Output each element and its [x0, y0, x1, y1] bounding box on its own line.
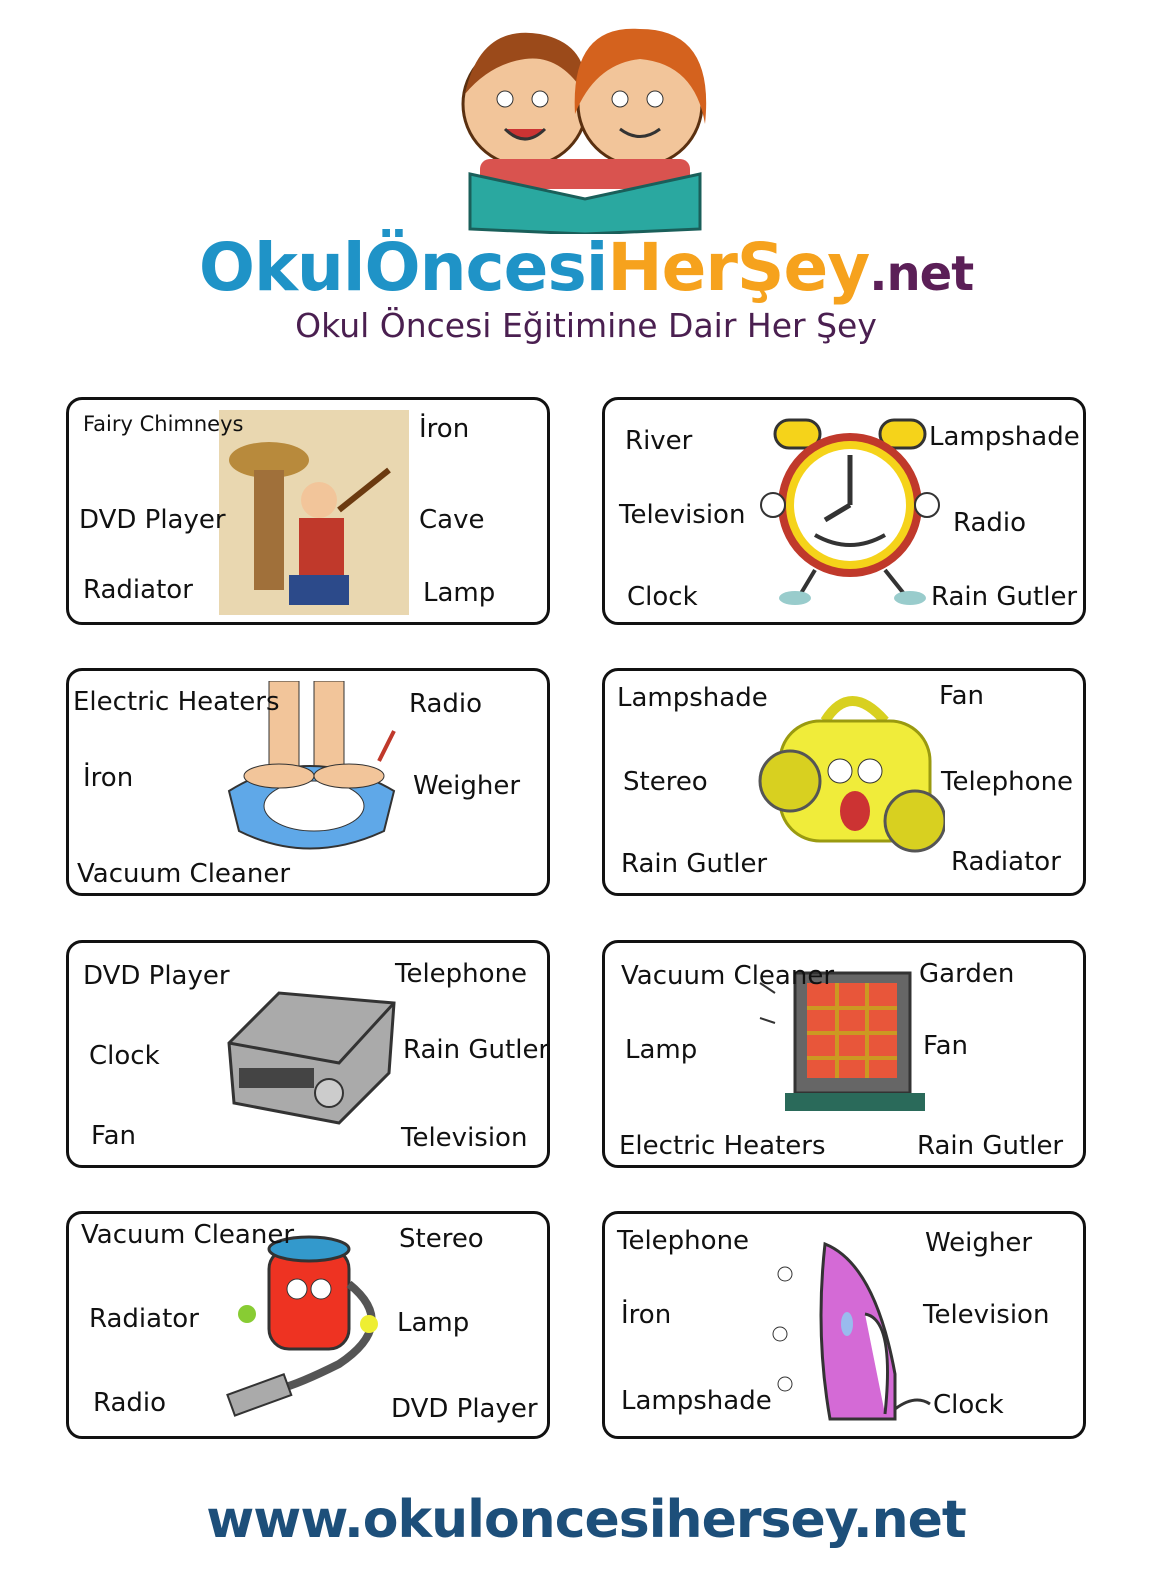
word-label: Radiator	[89, 1304, 199, 1334]
word-label: Garden	[919, 959, 1015, 989]
word-label: Electric Heaters	[619, 1131, 826, 1161]
word-label: Electric Heaters	[73, 687, 280, 717]
word-label: Radio	[953, 508, 1027, 538]
word-label: Clock	[89, 1041, 160, 1071]
word-label: İron	[419, 414, 470, 444]
word-label: Telephone	[941, 767, 1074, 797]
word-label: Radiator	[951, 847, 1061, 877]
word-card-7	[66, 1211, 550, 1439]
word-label: Cave	[419, 505, 485, 535]
word-label: Vacuum Cleaner	[77, 859, 291, 889]
word-label: Vacuum Cleaner	[621, 961, 835, 991]
word-label: Fan	[923, 1031, 968, 1061]
word-label: Weigher	[413, 771, 521, 801]
word-label: Radiator	[83, 575, 193, 605]
fairy-chimneys-picture	[219, 410, 409, 615]
dvd-player-picture	[219, 953, 409, 1158]
word-label: Lamp	[397, 1308, 470, 1338]
word-label: DVD Player	[391, 1394, 538, 1424]
word-label: Fairy Chimneys	[83, 412, 244, 436]
iron-picture	[755, 1224, 945, 1429]
word-label: River	[625, 426, 693, 456]
brand-part-okuloncesi: OkulÖncesi	[198, 229, 608, 306]
word-label: Stereo	[399, 1224, 484, 1254]
word-label: Radio	[93, 1388, 167, 1418]
word-label: Rain Gutler	[403, 1035, 550, 1065]
word-label: Weigher	[925, 1228, 1033, 1258]
word-label: Stereo	[623, 767, 708, 797]
word-card-6	[602, 940, 1086, 1168]
vacuum-cleaner-picture	[219, 1224, 409, 1429]
tagline: Okul Öncesi Eğitimine Dair Her Şey	[295, 306, 877, 345]
word-label: DVD Player	[79, 505, 226, 535]
clock-picture	[755, 410, 945, 615]
word-label: Rain Gutler	[931, 582, 1078, 612]
word-label: Lampshade	[929, 422, 1080, 452]
brand-logo-text	[0, 228, 1172, 314]
brand-part-hersey: HerŞey	[607, 229, 870, 306]
word-card-8	[602, 1211, 1086, 1439]
word-label: Clock	[627, 582, 698, 612]
word-label: İron	[621, 1300, 672, 1330]
word-label: Lamp	[423, 578, 496, 608]
word-label: Fan	[939, 681, 984, 711]
word-label: Lampshade	[617, 683, 768, 713]
logo-kids-reading-illustration	[440, 14, 730, 234]
brand-part-net: .net	[869, 246, 974, 302]
word-card-2	[602, 397, 1086, 625]
word-label: Lamp	[625, 1035, 698, 1065]
word-label: Telephone	[395, 959, 528, 989]
word-card-4	[602, 668, 1086, 896]
word-label: Rain Gutler	[621, 849, 768, 879]
word-label: Rain Gutler	[917, 1131, 1064, 1161]
stereo-picture	[755, 681, 945, 886]
word-label: Telephone	[617, 1226, 750, 1256]
word-label: Television	[923, 1300, 1050, 1330]
word-label: İron	[83, 763, 134, 793]
word-label: Vacuum Cleaner	[81, 1220, 295, 1250]
word-label: Television	[401, 1123, 528, 1153]
word-label: Clock	[933, 1390, 1004, 1420]
word-label: Fan	[91, 1121, 136, 1151]
word-label: Radio	[409, 689, 483, 719]
footer-url: www.okuloncesihersey.net	[206, 1490, 966, 1550]
word-card-3	[66, 668, 550, 896]
word-label: DVD Player	[83, 961, 230, 991]
word-label: Television	[619, 500, 746, 530]
word-card-1	[66, 397, 550, 625]
word-label: Lampshade	[621, 1386, 772, 1416]
word-card-5	[66, 940, 550, 1168]
